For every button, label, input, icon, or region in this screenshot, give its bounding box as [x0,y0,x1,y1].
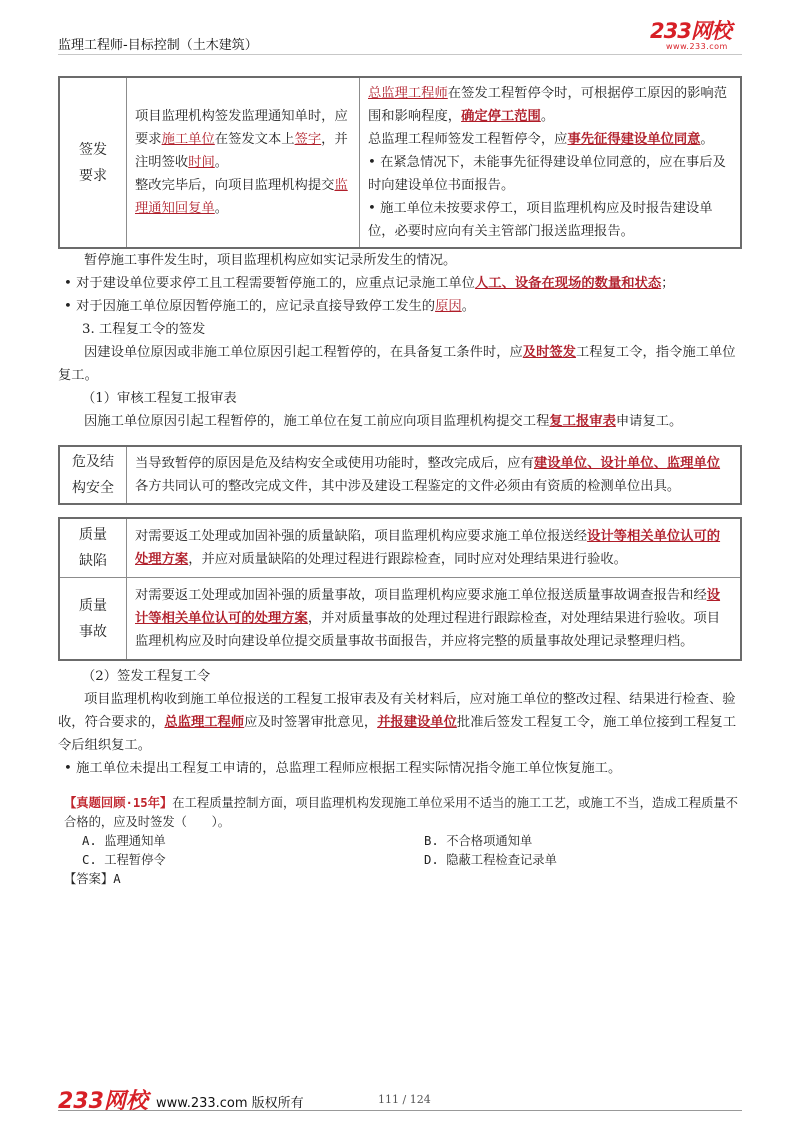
highlight: 设计等相关单位认可的处理方案 [135,588,721,626]
text: 。 [540,109,555,124]
paragraph: 暂停施工事件发生时，项目监理机构应如实记录所发生的情况。 [84,253,457,268]
text: 因建设单位原因或非施工单位原因引起工程暂停的，在具备复工条件时，应 [84,345,523,360]
table-label: 签发 要求 [59,77,127,248]
options-row [58,851,742,870]
options-row [58,832,742,851]
option-a: A. 监理通知单 [82,834,166,848]
text: 对需要返工处理或加固补强的质量事故，项目监理机构应要求施工单位报送质量事故调查报告和经 [135,588,707,603]
page-footer [58,1090,742,1120]
bullet: • 施工单位未按要求停工，项目监理机构应及时报告建设单位，必要时应向有关主管部门报送监理报告。 [368,201,713,239]
highlight: 设计等相关单位认可的处理方案 [135,529,721,567]
table-label: 危及结 构安全 [59,446,127,504]
brand-logo[interactable] [650,20,742,54]
bullet-item [58,295,742,318]
highlight: 总监理工程师 [164,715,245,730]
text: 当导致暂停的原因是危及结构安全或使用功能时，整改完成后，应有 [135,456,534,471]
text: ； [661,276,675,291]
header-title: 监理工程师-目标控制（土木建筑） [58,38,258,53]
bullet: • 在紧急情况下，未能事先征得建设单位同意的，应在事后及时向建设单位书面报告。 [368,155,726,193]
highlight: 人工、设备在现场的数量和状态 [474,276,662,291]
section-heading: 3. 工程复工令的签发 [82,322,206,337]
text: 应及时签署审批意见， [244,715,378,730]
text: 在签发文本上 [214,132,295,147]
notice-requirements-cell [127,77,360,248]
page-number: 111 / 124 [378,1093,431,1106]
text: ，并应对质量缺陷的处理过程进行跟踪检查，同时应对处理结果进行验收。 [188,552,627,567]
structural-safety-table [58,445,742,505]
highlight: 事先征得建设单位同意 [567,132,701,147]
text: 各方共同认可的整改完成文件，其中涉及建设工程鉴定的文件必须由有资质的检测单位出具。 [135,479,681,494]
paragraph [58,688,742,757]
exam-question [58,794,742,889]
text: 因施工单位原因引起工程暂停的，施工单位在复工前应向项目监理机构提交工程 [84,414,550,429]
text: 。 [461,299,475,314]
text: 。 [214,155,229,170]
exam-tag: 【真题回顾·15年】 [64,796,173,810]
text: 。 [700,132,714,147]
exam-answer: 【答案】A [64,872,121,886]
highlight: 施工单位 [161,132,215,147]
text: 工程复工令，指令施工单位复工。 [58,345,736,383]
page-header [58,18,742,54]
page-content [58,76,742,889]
subsection-heading: （2）签发工程复工令 [82,669,211,684]
text: 。 [214,201,229,216]
text: 在签发工程暂停令时，可根据停工原因的影响范围和影响程度， [368,86,728,124]
paragraph [58,341,742,387]
text: ，并对质量事故的处理过程进行跟踪检查，对处理结果进行验收。项目监理机构应及时向建设单位提交质量事故书面报告，并应将完整的质量事故处理记录整理归档。 [135,611,721,649]
table-label: 质量 缺陷 [59,518,127,578]
quality-accident-cell [127,578,742,661]
highlight: 监理通知回复单 [135,178,348,216]
structural-safety-cell [127,446,742,504]
highlight: 及时签发 [522,345,576,360]
issuance-requirements-table [58,76,742,249]
highlight: 建设单位、设计单位、监理单位 [533,456,721,471]
footer-divider [58,1110,742,1111]
table-label: 质量 事故 [59,578,127,661]
text: 总监理工程师签发工程暂停令，应 [368,132,568,147]
text: 项目监理机构收到施工单位报送的工程复工报审表及有关材料后，应对施工单位的整改过程、结果进行检查、验收，符合要求的， [58,692,736,730]
highlight: 确定停工范围 [461,109,541,124]
text: • 对于因施工单位原因暂停施工的，应记录直接导致停工发生的 [64,299,436,314]
highlight: 并报建设单位 [377,715,457,730]
highlight: 复工报审表 [549,414,616,429]
text: ，并注明签收 [135,132,348,170]
text: 项目监理机构签发监理通知单时，应要求 [135,109,348,147]
highlight: 总监理工程师 [368,86,448,101]
highlight: 原因 [435,299,462,314]
logo-url: www.233.com [666,42,728,51]
text: 申请复工。 [615,414,683,429]
quality-table [58,517,742,661]
text: 批准后签发工程复工令，施工单位接到工程复工令后组织复工。 [58,715,737,753]
exam-question-text: 在工程质量控制方面，项目监理机构发现施工单位采用不适当的施工工艺，或施工不当，造成工程质量不合格的，应及时签发（ ）。 [64,796,738,829]
logo-text: 233网校 [650,19,731,43]
text: • 对于建设单位要求停工且工程需要暂停施工的，应重点记录施工单位 [64,276,475,291]
stop-order-requirements-cell [360,77,742,248]
highlight: 签字 [294,132,322,147]
text: 整改完毕后，向项目监理机构提交 [135,178,335,193]
paragraph [58,410,742,433]
quality-defect-cell [127,518,742,578]
option-d: D. 隐蔽工程检查记录单 [424,853,557,867]
option-c: C. 工程暂停令 [82,853,166,867]
bullet-item [58,272,742,295]
footer-copyright: www.233.com 版权所有 [156,1096,304,1111]
option-b: B. 不合格项通知单 [424,834,533,848]
subsection-heading: （1）审核工程复工报审表 [82,391,237,406]
highlight: 时间 [188,155,215,170]
text: 对需要返工处理或加固补强的质量缺陷，项目监理机构应要求施工单位报送经 [135,529,588,544]
header-divider [58,54,742,55]
bullet-item: • 施工单位未提出工程复工申请的，总监理工程师应根据工程实际情况指令施工单位恢复施工。 [64,761,622,776]
footer-logo[interactable]: 233网校 [58,1089,148,1114]
